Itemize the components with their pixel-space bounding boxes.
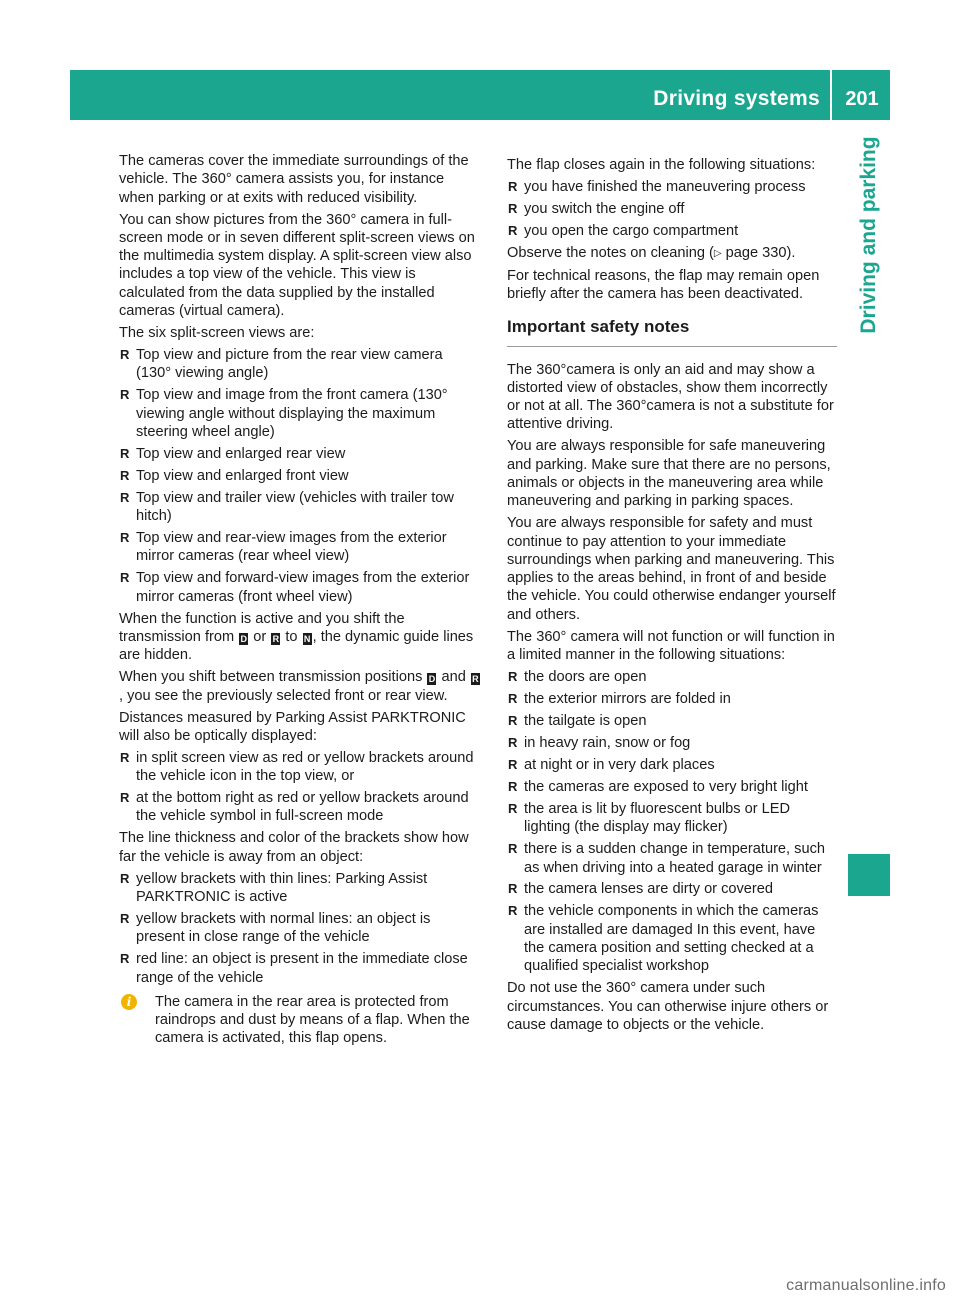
list-item: R Top view and picture from the rear view camera (130° viewing angle) [119, 346, 481, 383]
list-item: R the tailgate is open [507, 712, 837, 730]
flap-closes-list [507, 178, 837, 240]
list-item: R the area is lit by fluorescent bulbs or LED lighting (the display may flicker) [507, 800, 837, 837]
info-icon: i [121, 994, 137, 1010]
section-title: Driving systems [653, 87, 820, 110]
intro-paragraph: The cameras cover the immediate surroundings of the vehicle. The 360° camera assists you, for instance when parking or at exits with reduced visibility. [119, 153, 469, 206]
list-item: R red line: an object is present in the immediate close range of the vehicle [119, 950, 481, 987]
list-item: R the exterior mirrors are folded in [507, 690, 837, 708]
gear-d-symbol: D [428, 674, 436, 685]
list-item: R in split screen view as red or yellow brackets around the vehicle icon in the top view, or [119, 749, 481, 786]
split-views-intro: The six split-screen views are: [119, 325, 315, 342]
guide-lines-paragraph: When the function is active and you shift the transmission from D or R to N , the dynamic guide lines are hidden. [119, 610, 474, 664]
list-item: R at the bottom right as red or yellow brackets around the vehicle symbol in full-screen mode [119, 789, 481, 826]
list-item: R you have finished the maneuvering process [507, 178, 837, 196]
list-item: R at night or in very dark places [507, 756, 837, 774]
display-modes-paragraph: You can show pictures from the 360° camera in full-screen mode or in seven different split-screen views on the multimedia system display. A split-screen view also includes a top view of the vehicle. This view is calculated from the data supplied by the installed cameras (virtual camera). [119, 211, 475, 320]
flap-technical-paragraph: For technical reasons, the flap may remain open briefly after the camera has been deactivated. [507, 267, 820, 303]
gear-r-symbol: R [272, 634, 280, 644]
list-item: R the camera lenses are dirty or covered [507, 880, 837, 898]
gear-d-symbol: D [240, 634, 247, 644]
list-item: R you open the cargo compartment [507, 222, 837, 240]
list-item: R yellow brackets with thin lines: Parking Assist PARKTRONIC is active [119, 870, 481, 907]
list-item: R Top view and rear-view images from the exterior mirror cameras (rear wheel view) [119, 529, 481, 566]
list-item: R in heavy rain, snow or fog [507, 734, 837, 752]
right-column [507, 156, 837, 1038]
gear-n-symbol: N [303, 634, 311, 644]
info-note [119, 993, 481, 1048]
list-item: R there is a sudden change in temperature, such as when driving into a heated garage in winter [507, 840, 837, 877]
chapter-marker-block [848, 854, 890, 896]
brackets-paragraph: The line thickness and color of the brackets show how far the vehicle is away from an object: [119, 830, 469, 865]
safety-paragraph-1: The 360°camera is only an aid and may show a distorted view of obstacles, show them incorrectly or not at all. The 360°camera is not a substitute for attentive driving. [507, 361, 834, 433]
chapter-tab-label: Driving and parking [857, 136, 880, 334]
list-item: R the doors are open [507, 668, 837, 686]
safety-notes-heading: Important safety notes [507, 316, 837, 347]
brackets-list [119, 870, 481, 987]
safety-paragraph-3: You are always responsible for safety and must continue to pay attention to your immediate surroundings when parking and maneuvering. This applies to the areas behind, in front of and beside the vehicle. You could otherwise endanger yourself and others. [507, 515, 836, 623]
page-reference-icon: ▷ [713, 247, 722, 259]
safety-paragraph-2: You are always responsible for safe maneuvering and parking. Make sure that there are no persons, animals or objects in the maneuvering area while maneuvering and parking in parking spaces. [507, 438, 831, 510]
warning-paragraph: Do not use the 360° camera under such circumstances. You can otherwise injure others or cause damage to objects or the vehicle. [507, 980, 829, 1033]
cleaning-reference: Observe the notes on cleaning (▷ page 330). [507, 244, 796, 261]
gear-r-symbol: R [472, 674, 479, 685]
page-number: 201 [845, 88, 879, 110]
list-item: R Top view and trailer view (vehicles with trailer tow hitch) [119, 489, 481, 526]
limitations-list [507, 668, 837, 976]
list-item: R Top view and enlarged rear view [119, 445, 481, 463]
watermark: carmanualsonline.info [786, 1277, 946, 1294]
list-item: R Top view and forward-view images from the exterior mirror cameras (front wheel view) [119, 569, 481, 606]
info-note-text: The camera in the rear area is protected from raindrops and dust by means of a flap. When the camera is activated, this flap opens. [155, 993, 470, 1047]
list-item: R the vehicle components in which the cameras are installed are damaged In this event, have the camera position and setting checked at a qualified specialist workshop [507, 902, 837, 975]
chapter-tab [848, 120, 890, 350]
shift-paragraph: When you shift between transmission positions D and R, you see the previously selected front or rear view. [119, 669, 479, 704]
split-views-list [119, 346, 481, 606]
parktronic-paragraph: Distances measured by Parking Assist PARKTRONIC will also be optically displayed: [119, 709, 466, 744]
list-item: R yellow brackets with normal lines: an object is present in close range of the vehicle [119, 910, 481, 947]
flap-closes-paragraph: The flap closes again in the following situations: [507, 157, 816, 173]
list-item: R the cameras are exposed to very bright light [507, 778, 837, 796]
list-item: R you switch the engine off [507, 200, 837, 218]
limitations-intro: The 360° camera will not function or will function in a limited manner in the following situations: [507, 628, 835, 664]
parktronic-display-list [119, 749, 481, 826]
list-item: R Top view and enlarged front view [119, 467, 481, 485]
header-divider [830, 70, 832, 120]
left-column [119, 152, 481, 1048]
header-bar [70, 70, 890, 120]
list-item: R Top view and image from the front camera (130° viewing angle without displaying the maximum steering wheel angle) [119, 386, 481, 441]
